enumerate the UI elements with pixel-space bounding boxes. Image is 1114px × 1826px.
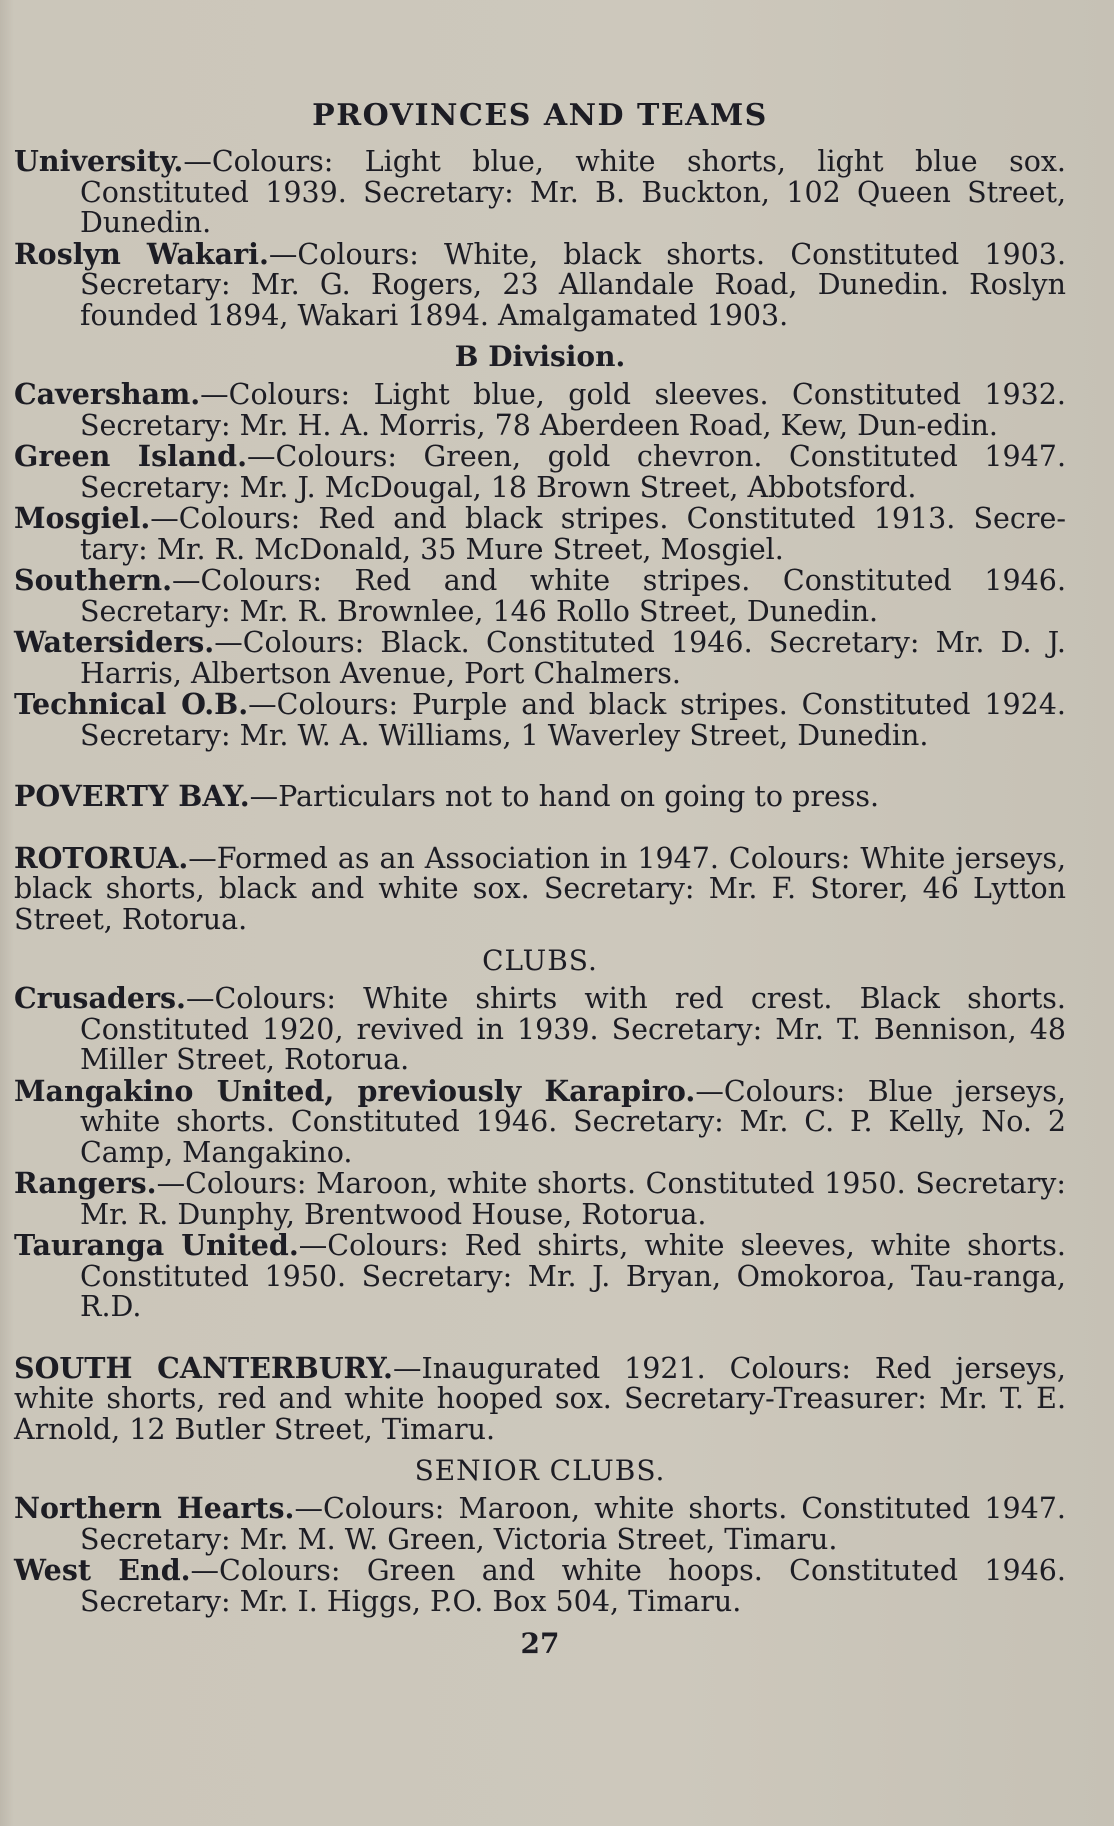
club-name: University.	[14, 144, 184, 178]
club-details: —Colours: White, black shorts. Constituted 1903. Secretary: Mr. G. Rogers, 23 Allandale Road, Dunedin. Roslyn founded 1894, Wakari 1894. Amalgamated 1903.	[80, 237, 1067, 332]
club-details: —Colours: Light blue, white shorts, light blue sox. Constituted 1939. Secretary: Mr. B. Buckton, 102 Queen Street, Dunedin.	[80, 145, 1066, 239]
club-name: Green Island.	[14, 439, 248, 473]
section-gap	[14, 751, 1066, 781]
club-details: —Colours: Red shirts, white sleeves, white shorts. Constituted 1950. Secretary: Mr. J. Bryan, Omokoroa, Tau-ranga, R.D.	[80, 1229, 1066, 1323]
section-gap	[14, 1323, 1066, 1353]
club-details: —Colours: Light blue, gold sleeves. Constituted 1932. Secretary: Mr. H. A. Morris, 78 Aberdeen Road, Kew, Dun-edin.	[80, 378, 1066, 442]
club-name: Caversham.	[14, 377, 201, 411]
club-entry-watersiders	[14, 627, 1066, 689]
club-entry-mosgiel	[14, 503, 1066, 565]
page-title: PROVINCES AND TEAMS	[312, 98, 768, 133]
club-entry-green-island	[14, 441, 1066, 503]
club-name: Mangakino United, previously Karapiro.	[14, 1073, 696, 1108]
club-details: —Colours: Blue jerseys, white shorts. Constituted 1946. Secretary: Mr. C. P. Kelly, No. 2 Camp, Mangakino.	[80, 1074, 1066, 1169]
club-entry-caversham	[14, 379, 1066, 441]
province-south-canterbury	[14, 1350, 1066, 1446]
section-gap	[14, 813, 1066, 843]
club-details: —Colours: White shirts with red crest. Black shorts. Constituted 1920, revived in 1939. Secretary: Mr. T. Bennison, 48 Miller Street, Rotorua.	[80, 982, 1066, 1076]
province-details: —Inaugurated 1921. Colours: Red jerseys, white shorts, red and white hooped sox. Secretary-Treasurer: Mr. T. E. Arnold, 12 Butler Street, Timaru.	[14, 1351, 1066, 1446]
club-details: —Colours: Green and white hoops. Constituted 1946. Secretary: Mr. I. Higgs, P.O. Box 504, Timaru.	[80, 1554, 1066, 1618]
b-division-heading: B Division.	[454, 340, 626, 373]
rotorua-clubs-heading: CLUBS.	[482, 944, 598, 977]
province-details: —Formed as an Association in 1947. Colours: White jerseys, black shorts, black and white sox. Secretary: Mr. F. Storer, 46 Lytton Street, Rotorua.	[14, 841, 1066, 936]
province-details: —Particulars not to hand on going to press.	[249, 780, 880, 813]
club-name: Crusaders.	[14, 981, 186, 1015]
club-name: Northern Hearts.	[14, 1491, 295, 1525]
club-details: —Colours: Green, gold chevron. Constituted 1947. Secretary: Mr. J. McDougal, 18 Brown Street, Abbotsford.	[80, 440, 1066, 504]
club-name: Mosgiel.	[14, 501, 151, 535]
page-number: 27	[520, 1627, 560, 1660]
club-name: Rangers.	[14, 1166, 157, 1200]
province-rotorua	[14, 840, 1066, 936]
club-details: —Colours: Black. Constituted 1946. Secretary: Mr. D. J. Harris, Albertson Avenue, Port Chalmers.	[80, 626, 1066, 690]
club-details: —Colours: Red and white stripes. Constituted 1946. Secretary: Mr. R. Brownlee, 146 Rollo Street, Dunedin.	[80, 564, 1066, 628]
senior-clubs-heading: SENIOR CLUBS.	[414, 1454, 666, 1487]
club-name: West End.	[14, 1553, 191, 1587]
club-details: —Colours: Maroon, white shorts. Constituted 1947. Secretary: Mr. M. W. Green, Victoria Street, Timaru.	[80, 1492, 1066, 1556]
club-entry-west-end	[14, 1555, 1066, 1617]
club-entry-tauranga-united	[14, 1230, 1066, 1323]
club-entry-crusaders	[14, 983, 1066, 1076]
club-entry-northern-hearts	[14, 1493, 1066, 1555]
club-name: Roslyn Wakari.	[14, 236, 269, 271]
club-details: —Colours: Red and black stripes. Constituted 1913. Secre-tary: Mr. R. McDonald, 35 Mure Street, Mosgiel.	[80, 502, 1066, 566]
club-entry-southern	[14, 565, 1066, 627]
club-details: —Colours: Maroon, white shorts. Constituted 1950. Secretary: Mr. R. Dunphy, Brentwood House, Rotorua.	[80, 1167, 1066, 1231]
club-entry-rangers	[14, 1168, 1066, 1230]
club-entry-roslyn-wakari	[14, 236, 1067, 332]
club-name: Watersiders.	[14, 625, 215, 659]
province-name: POVERTY BAY.	[14, 779, 250, 813]
club-details: —Colours: Purple and black stripes. Constituted 1924. Secretary: Mr. W. A. Williams, 1 Waverley Street, Dunedin.	[80, 688, 1066, 752]
province-name: ROTORUA.	[14, 840, 189, 875]
province-name: SOUTH CANTERBURY.	[14, 1350, 393, 1385]
province-poverty-bay	[14, 781, 1066, 813]
club-entry-mangakino-united	[14, 1073, 1066, 1169]
club-entry-technical-ob	[14, 689, 1066, 751]
club-entry-university	[14, 146, 1066, 239]
club-name: Southern.	[14, 563, 172, 597]
club-name: Technical O.B.	[14, 687, 249, 721]
club-name: Tauranga United.	[14, 1228, 299, 1262]
